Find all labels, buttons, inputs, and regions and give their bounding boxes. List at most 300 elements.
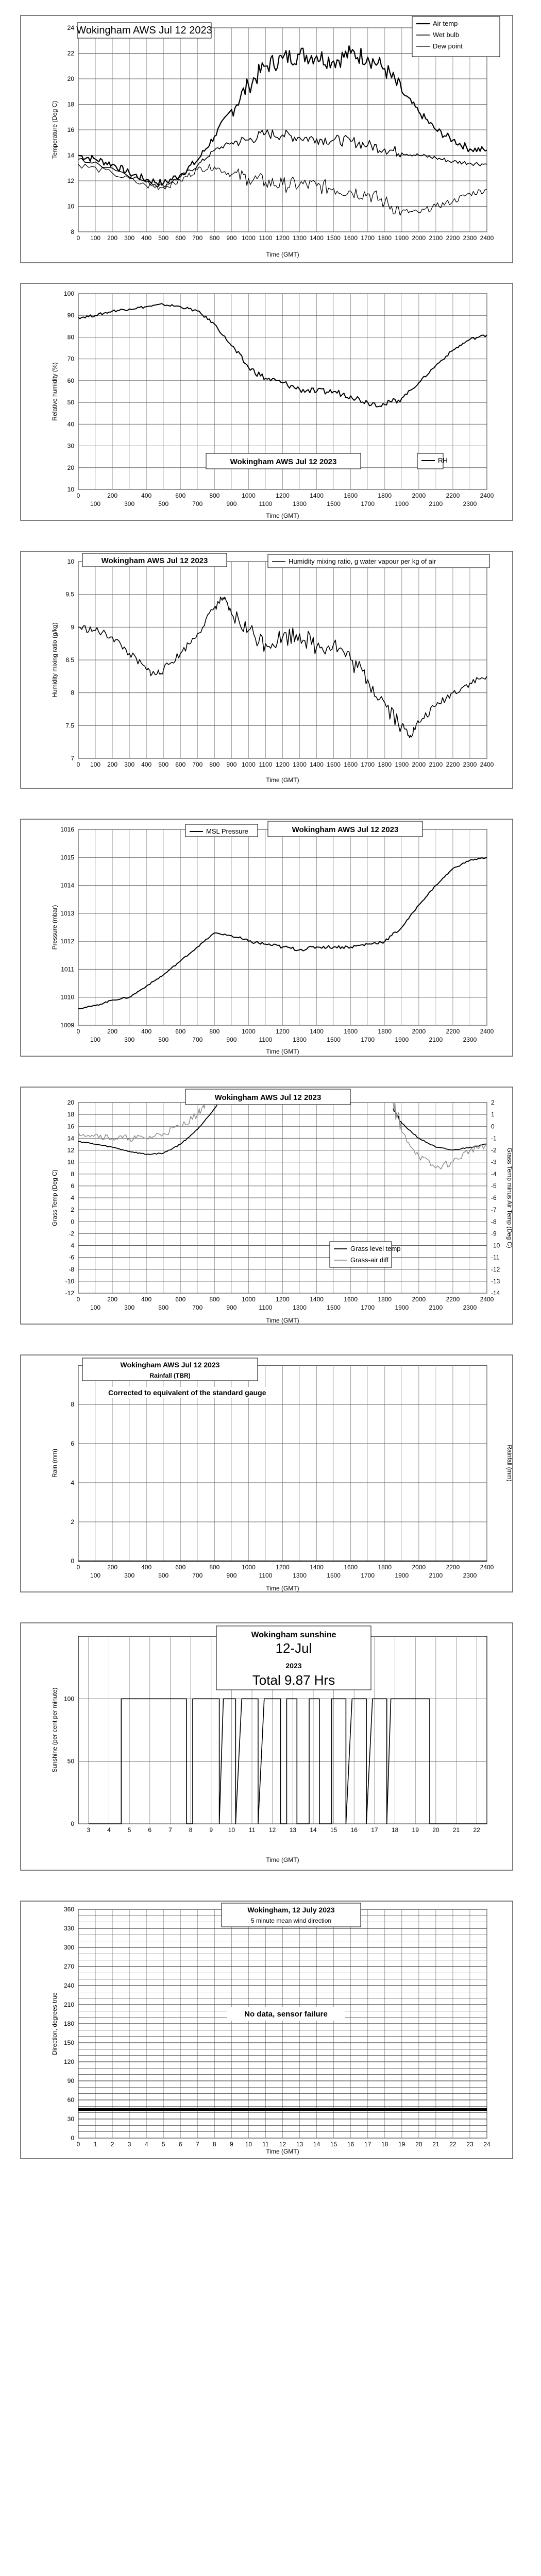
y2-tick-label: 2 (491, 1099, 495, 1106)
y-tick-label: 1010 (60, 993, 74, 1001)
chart-total: Total 9.87 Hrs (252, 1672, 335, 1688)
y-tick-label: 30 (67, 442, 74, 450)
x-tick-label: 0 (76, 234, 80, 242)
y-tick-label: 30 (67, 2115, 74, 2123)
y-tick-label: 8 (71, 689, 74, 697)
x-tick-label: 1200 (276, 761, 290, 768)
chart-annotation: No data, sensor failure (244, 2010, 328, 2019)
y-tick-label: 8 (71, 228, 74, 235)
y2-tick-label: -3 (491, 1158, 497, 1166)
x-tick-label-bottom: 100 (90, 1572, 101, 1579)
x-tick-label: 6 (148, 1826, 152, 1834)
x-tick-label: 19 (398, 2141, 405, 2148)
y-tick-label: 9 (71, 623, 74, 631)
x-tick-label-top: 1600 (344, 1028, 358, 1035)
x-tick-label: 700 (192, 234, 203, 242)
y2-tick-label: -7 (491, 1206, 497, 1214)
y2-tick-label: -9 (491, 1230, 497, 1238)
x-tick-label-top: 1800 (378, 1296, 392, 1303)
x-tick-label-top: 1600 (344, 1296, 358, 1303)
x-tick-label: 9 (209, 1826, 213, 1834)
x-tick-label-top: 1200 (276, 1028, 290, 1035)
x-tick-label-bottom: 1100 (259, 1304, 273, 1311)
x-tick-label: 900 (226, 234, 237, 242)
y-axis-label: Temperature (Deg C) (51, 100, 58, 159)
y2-tick-label: -4 (491, 1170, 497, 1178)
y-tick-label: 10 (67, 1158, 74, 1166)
x-tick-label: 0 (76, 2141, 80, 2148)
x-tick-label: 200 (107, 234, 118, 242)
x-tick-label-bottom: 1100 (259, 1036, 273, 1043)
x-tick-label: 100 (90, 234, 101, 242)
x-tick-label: 400 (141, 761, 152, 768)
x-tick-label-bottom: 500 (158, 1304, 169, 1311)
x-tick-label: 2400 (480, 234, 494, 242)
x-tick-label: 1700 (361, 234, 375, 242)
x-tick-label: 21 (432, 2141, 439, 2148)
x-tick-label: 16 (350, 1826, 358, 1834)
x-tick-label-bottom: 300 (124, 1036, 135, 1043)
y2-tick-label: -14 (491, 1290, 500, 1297)
x-tick-label-bottom: 300 (124, 1304, 135, 1311)
x-tick-label: 18 (381, 2141, 388, 2148)
x-tick-label-bottom: 1700 (361, 1036, 375, 1043)
x-tick-label: 2300 (463, 234, 477, 242)
x-tick-label-top: 2200 (446, 1296, 460, 1303)
y2-tick-label: -12 (491, 1265, 500, 1273)
x-tick-label-top: 600 (175, 1028, 186, 1035)
y-tick-label: 20 (67, 464, 74, 471)
y-axis-label: Sunshine (per cent per minute) (51, 1687, 58, 1773)
x-tick-label-top: 600 (175, 1564, 186, 1571)
y-tick-label: 18 (67, 100, 74, 108)
x-tick-label: 1500 (327, 761, 341, 768)
rainfall-chart (0, 1350, 541, 1597)
y-tick-label: 7.5 (65, 722, 74, 730)
x-tick-label-bottom: 900 (226, 500, 237, 507)
y-tick-label: 330 (63, 1925, 74, 1932)
y-tick-label: 1014 (60, 882, 74, 889)
x-tick-label: 1700 (361, 761, 375, 768)
y-tick-label: -12 (65, 1290, 74, 1297)
x-tick-label-top: 600 (175, 492, 186, 499)
x-tick-label: 800 (209, 761, 220, 768)
x-tick-label-top: 1800 (378, 1564, 392, 1571)
x-tick-label-bottom: 900 (226, 1572, 237, 1579)
x-tick-label: 12 (268, 1826, 276, 1834)
x-axis-label: Time (GMT) (266, 1585, 299, 1592)
x-tick-label: 22 (473, 1826, 480, 1834)
x-tick-label-bottom: 1500 (327, 1572, 341, 1579)
x-tick-label: 17 (364, 2141, 371, 2148)
x-tick-label-top: 400 (141, 1296, 152, 1303)
y-tick-label: 240 (63, 1982, 74, 1989)
y-tick-label: 8 (71, 1401, 74, 1408)
x-axis-label: Time (GMT) (266, 2148, 299, 2155)
y-tick-label: 1011 (61, 965, 74, 973)
x-tick-label-top: 1400 (310, 1564, 324, 1571)
x-tick-label: 1300 (293, 234, 307, 242)
chart-subtitle: Rainfall (TBR) (149, 1372, 191, 1379)
y-tick-label: 2 (71, 1518, 74, 1526)
x-tick-label: 2200 (446, 234, 460, 242)
y-tick-label: 100 (63, 1695, 74, 1703)
legend-label: Grass-air diff (350, 1256, 389, 1264)
y2-tick-label: 0 (491, 1123, 495, 1130)
y-tick-label: 14 (67, 1134, 74, 1142)
x-tick-label-bottom: 1900 (395, 1036, 409, 1043)
chart-title: Wokingham, 12 July 2023 (247, 1906, 335, 1914)
y-tick-label: 4 (71, 1479, 74, 1486)
x-tick-label-bottom: 2300 (463, 500, 477, 507)
x-tick-label: 600 (175, 761, 186, 768)
y-tick-label: 6 (71, 1182, 74, 1190)
y-tick-label: 10 (67, 202, 74, 210)
y-axis-label: Rain (mm) (51, 1449, 58, 1478)
y-axis-label: Pressure (mbar) (51, 905, 58, 950)
x-tick-label: 21 (452, 1826, 460, 1834)
y2-axis-label: Rainfall (mm) (506, 1445, 513, 1482)
x-tick-label: 9 (230, 2141, 233, 2148)
y-axis-label: Relative humidity (%) (51, 362, 58, 421)
x-tick-label-top: 400 (141, 492, 152, 499)
x-tick-label: 500 (158, 761, 169, 768)
x-tick-label: 1800 (378, 761, 392, 768)
y2-tick-label: -11 (491, 1253, 500, 1261)
x-tick-label-top: 1600 (344, 492, 358, 499)
y2-tick-label: -6 (491, 1194, 497, 1201)
chart-title: Wokingham AWS Jul 12 2023 (214, 1093, 322, 1102)
x-tick-label: 700 (192, 761, 203, 768)
x-axis-label: Time (GMT) (266, 251, 299, 258)
x-tick-label: 2000 (412, 234, 426, 242)
x-tick-label: 2000 (412, 761, 426, 768)
x-tick-label: 4 (144, 2141, 148, 2148)
x-tick-label: 1400 (310, 761, 324, 768)
x-tick-label-top: 1800 (378, 492, 392, 499)
y-tick-label: -8 (69, 1265, 74, 1273)
y-tick-label: 180 (63, 2020, 74, 2027)
x-tick-label-top: 2400 (480, 1296, 494, 1303)
sunshine-chart (0, 1618, 541, 1875)
y2-tick-label: 1 (491, 1111, 495, 1118)
x-tick-label: 1100 (259, 234, 273, 242)
x-tick-label: 1 (93, 2141, 97, 2148)
legend-label: Humidity mixing ratio, g water vapour per kg of air (289, 557, 436, 565)
x-tick-label: 16 (347, 2141, 354, 2148)
legend-label: Dew point (433, 42, 463, 50)
x-tick-label: 1200 (276, 234, 290, 242)
y-tick-label: 6 (71, 1440, 74, 1447)
x-tick-label: 13 (289, 1826, 297, 1834)
x-tick-label-top: 1800 (378, 1028, 392, 1035)
y2-tick-label: -1 (491, 1134, 497, 1142)
y-tick-label: 9.5 (65, 590, 74, 598)
chart-title: Wokingham AWS Jul 12 2023 (101, 556, 208, 565)
x-tick-label-bottom: 1300 (293, 500, 307, 507)
x-tick-label-top: 800 (209, 1564, 220, 1571)
x-tick-label-bottom: 500 (158, 500, 169, 507)
x-tick-label: 15 (330, 2141, 337, 2148)
x-tick-label-top: 2200 (446, 1564, 460, 1571)
x-tick-label-bottom: 100 (90, 500, 101, 507)
relative-humidity-chart (0, 278, 541, 526)
x-tick-label-bottom: 700 (192, 1304, 203, 1311)
x-tick-label-top: 1000 (242, 1028, 256, 1035)
y-tick-label: 22 (67, 49, 74, 57)
x-tick-label: 17 (371, 1826, 378, 1834)
x-tick-label: 1000 (242, 761, 256, 768)
x-tick-label: 2300 (463, 761, 477, 768)
x-tick-label-bottom: 2100 (429, 500, 443, 507)
x-tick-label: 8 (189, 1826, 193, 1834)
x-tick-label-top: 2000 (412, 1564, 426, 1571)
x-tick-label: 1600 (344, 234, 358, 242)
x-axis-label: Time (GMT) (266, 512, 299, 519)
x-tick-label: 8 (212, 2141, 216, 2148)
x-tick-label: 100 (90, 761, 101, 768)
x-tick-label-bottom: 2100 (429, 1036, 443, 1043)
x-tick-label-top: 0 (76, 1028, 80, 1035)
y-tick-label: -2 (69, 1230, 74, 1238)
wind-direction-chart (0, 1896, 541, 2164)
y-axis-label: Humidity mixing ratio (g/kg) (51, 622, 58, 698)
chart-date: 12-Jul (275, 1640, 312, 1656)
chart-subtitle: 5 minute mean wind direction (250, 1917, 332, 1924)
x-tick-label-top: 800 (209, 492, 220, 499)
y-tick-label: 150 (63, 2039, 74, 2046)
x-tick-label: 500 (158, 234, 169, 242)
x-tick-label-top: 1400 (310, 492, 324, 499)
y-tick-label: 360 (63, 1906, 74, 1913)
y-tick-label: -10 (65, 1277, 74, 1285)
x-tick-label-bottom: 2300 (463, 1036, 477, 1043)
y2-tick-label: -10 (491, 1242, 500, 1249)
y-tick-label: 270 (63, 1963, 74, 1970)
x-tick-label: 11 (248, 1826, 256, 1834)
x-tick-label: 300 (124, 761, 135, 768)
rainfall-chart-panel (0, 1350, 541, 1597)
x-tick-label: 1500 (327, 234, 341, 242)
x-tick-label-top: 400 (141, 1028, 152, 1035)
x-tick-label: 24 (483, 2141, 491, 2148)
x-tick-label: 3 (87, 1826, 91, 1834)
x-tick-label-top: 800 (209, 1028, 220, 1035)
x-tick-label-top: 2200 (446, 1028, 460, 1035)
x-tick-label: 14 (313, 2141, 320, 2148)
legend-label: RH (438, 456, 448, 464)
y-tick-label: 20 (67, 1099, 74, 1106)
x-tick-label: 5 (127, 1826, 131, 1834)
x-tick-label-top: 200 (107, 1028, 118, 1035)
y-tick-label: 20 (67, 75, 74, 82)
x-tick-label: 2 (110, 2141, 114, 2148)
x-tick-label-top: 600 (175, 1296, 186, 1303)
x-tick-label-top: 200 (107, 1564, 118, 1571)
x-tick-label: 12 (279, 2141, 286, 2148)
x-tick-label: 400 (141, 234, 152, 242)
x-tick-label-top: 1000 (242, 492, 256, 499)
legend-label: Grass level temp (350, 1245, 401, 1252)
y-tick-label: 1013 (60, 909, 74, 917)
x-tick-label: 20 (415, 2141, 422, 2148)
x-tick-label: 1800 (378, 234, 392, 242)
y2-tick-label: -8 (491, 1218, 497, 1226)
y-tick-label: 50 (67, 399, 74, 406)
x-tick-label: 10 (245, 2141, 252, 2148)
x-tick-label-top: 1400 (310, 1296, 324, 1303)
y-tick-label: 7 (71, 755, 74, 762)
y-tick-label: 90 (67, 312, 74, 319)
x-tick-label: 11 (262, 2141, 269, 2148)
x-tick-label-top: 2000 (412, 1296, 426, 1303)
y-tick-label: 1015 (60, 854, 74, 861)
y-tick-label: 120 (63, 2058, 74, 2065)
x-axis-label: Time (GMT) (266, 1317, 299, 1324)
y-tick-label: 10 (67, 558, 74, 565)
x-tick-label-top: 400 (141, 1564, 152, 1571)
y-tick-label: 12 (67, 177, 74, 184)
y-tick-label: 300 (63, 1944, 74, 1951)
y-tick-label: 100 (63, 290, 74, 297)
x-tick-label-bottom: 1700 (361, 500, 375, 507)
legend-label: Air temp (433, 20, 458, 27)
x-tick-label: 0 (76, 761, 80, 768)
x-tick-label: 6 (178, 2141, 182, 2148)
x-axis-label: Time (GMT) (266, 1856, 299, 1863)
x-tick-label: 1100 (259, 761, 273, 768)
x-tick-label-bottom: 1100 (259, 1572, 273, 1579)
x-tick-label: 600 (175, 234, 186, 242)
x-tick-label: 1300 (293, 761, 307, 768)
x-tick-label-top: 1000 (242, 1564, 256, 1571)
grass-temp-chart (0, 1082, 541, 1329)
y-tick-label: 1009 (60, 1022, 74, 1029)
x-tick-label-bottom: 2300 (463, 1304, 477, 1311)
y-tick-label: 1016 (60, 826, 74, 833)
x-tick-label-bottom: 1700 (361, 1304, 375, 1311)
x-tick-label-top: 1000 (242, 1296, 256, 1303)
x-tick-label: 7 (195, 2141, 199, 2148)
pressure-chart (0, 814, 541, 1061)
x-axis-label: Time (GMT) (266, 1048, 299, 1055)
temperature-chart-panel (0, 10, 541, 268)
x-tick-label: 4 (107, 1826, 111, 1834)
x-tick-label: 800 (209, 234, 220, 242)
pressure-chart-panel (0, 814, 541, 1061)
y-tick-label: 210 (63, 2001, 74, 2008)
x-tick-label-top: 0 (76, 1296, 80, 1303)
x-tick-label: 19 (412, 1826, 419, 1834)
y-tick-label: 70 (67, 355, 74, 363)
x-tick-label-bottom: 1500 (327, 1036, 341, 1043)
x-tick-label: 7 (168, 1826, 172, 1834)
y-tick-label: 12 (67, 1146, 74, 1154)
x-tick-label: 14 (310, 1826, 317, 1834)
x-tick-label-top: 2200 (446, 492, 460, 499)
x-tick-label-bottom: 1500 (327, 500, 341, 507)
temperature-chart (0, 10, 541, 268)
x-tick-label: 18 (391, 1826, 399, 1834)
x-tick-label-bottom: 500 (158, 1572, 169, 1579)
x-tick-label: 10 (228, 1826, 235, 1834)
chart-annotation: Corrected to equivalent of the standard gauge (108, 1388, 266, 1397)
chart-title: Wokingham AWS Jul 12 2023 (120, 1361, 220, 1369)
y-axis-label: Grass Temp (Deg C) (51, 1170, 58, 1226)
x-tick-label-bottom: 100 (90, 1304, 101, 1311)
x-tick-label-bottom: 500 (158, 1036, 169, 1043)
x-tick-label: 1900 (395, 761, 409, 768)
x-tick-label-top: 2400 (480, 1564, 494, 1571)
x-tick-label-bottom: 2100 (429, 1572, 443, 1579)
x-tick-label-top: 2000 (412, 1028, 426, 1035)
x-tick-label: 1400 (310, 234, 324, 242)
y-tick-label: 10 (67, 486, 74, 493)
x-tick-label-bottom: 1900 (395, 1304, 409, 1311)
x-tick-label-bottom: 1500 (327, 1304, 341, 1311)
x-tick-label-bottom: 1100 (259, 500, 273, 507)
x-tick-label-top: 800 (209, 1296, 220, 1303)
y2-tick-label: -2 (491, 1146, 497, 1154)
x-tick-label-bottom: 1900 (395, 500, 409, 507)
y-tick-label: 8 (71, 1170, 74, 1178)
x-tick-label: 23 (466, 2141, 474, 2148)
x-tick-label: 2100 (429, 234, 443, 242)
grass-temp-chart-panel (0, 1082, 541, 1329)
x-tick-label-bottom: 1300 (293, 1036, 307, 1043)
x-tick-label: 22 (449, 2141, 457, 2148)
y-tick-label: 16 (67, 126, 74, 133)
x-tick-label-bottom: 2100 (429, 1304, 443, 1311)
x-tick-label: 1600 (344, 761, 358, 768)
y-tick-label: 4 (71, 1194, 74, 1201)
chart-title: Wokingham AWS Jul 12 2023 (230, 457, 337, 466)
x-tick-label-bottom: 700 (192, 500, 203, 507)
x-tick-label-top: 1200 (276, 1564, 290, 1571)
x-tick-label-top: 1200 (276, 1296, 290, 1303)
legend-label: MSL Pressure (206, 827, 248, 835)
y-tick-label: 60 (67, 2096, 74, 2104)
x-tick-label-bottom: 300 (124, 500, 135, 507)
x-tick-label-top: 2000 (412, 492, 426, 499)
x-tick-label-bottom: 1700 (361, 1572, 375, 1579)
y-tick-label: 2 (71, 1206, 74, 1214)
x-tick-label-bottom: 1300 (293, 1572, 307, 1579)
x-tick-label: 15 (330, 1826, 337, 1834)
x-tick-label: 5 (161, 2141, 165, 2148)
x-tick-label-top: 2400 (480, 1028, 494, 1035)
chart-year: 2023 (285, 1662, 302, 1670)
x-tick-label-top: 1600 (344, 1564, 358, 1571)
wind-direction-chart-panel (0, 1896, 541, 2164)
x-tick-label: 1000 (242, 234, 256, 242)
x-tick-label: 20 (432, 1826, 439, 1834)
mixing-ratio-chart-panel (0, 546, 541, 793)
y-tick-label: 8.5 (65, 656, 74, 664)
y-tick-label: 0 (71, 1218, 74, 1226)
x-tick-label-bottom: 700 (192, 1036, 203, 1043)
y-tick-label: 60 (67, 377, 74, 384)
x-tick-label-top: 1200 (276, 492, 290, 499)
y-tick-label: 18 (67, 1111, 74, 1118)
humidity-chart-panel (0, 278, 541, 526)
sunshine-chart-panel (0, 1618, 541, 1875)
x-tick-label: 1900 (395, 234, 409, 242)
x-tick-label: 200 (107, 761, 118, 768)
x-tick-label: 300 (124, 234, 135, 242)
x-tick-label-top: 1400 (310, 1028, 324, 1035)
y-tick-label: -6 (69, 1253, 74, 1261)
